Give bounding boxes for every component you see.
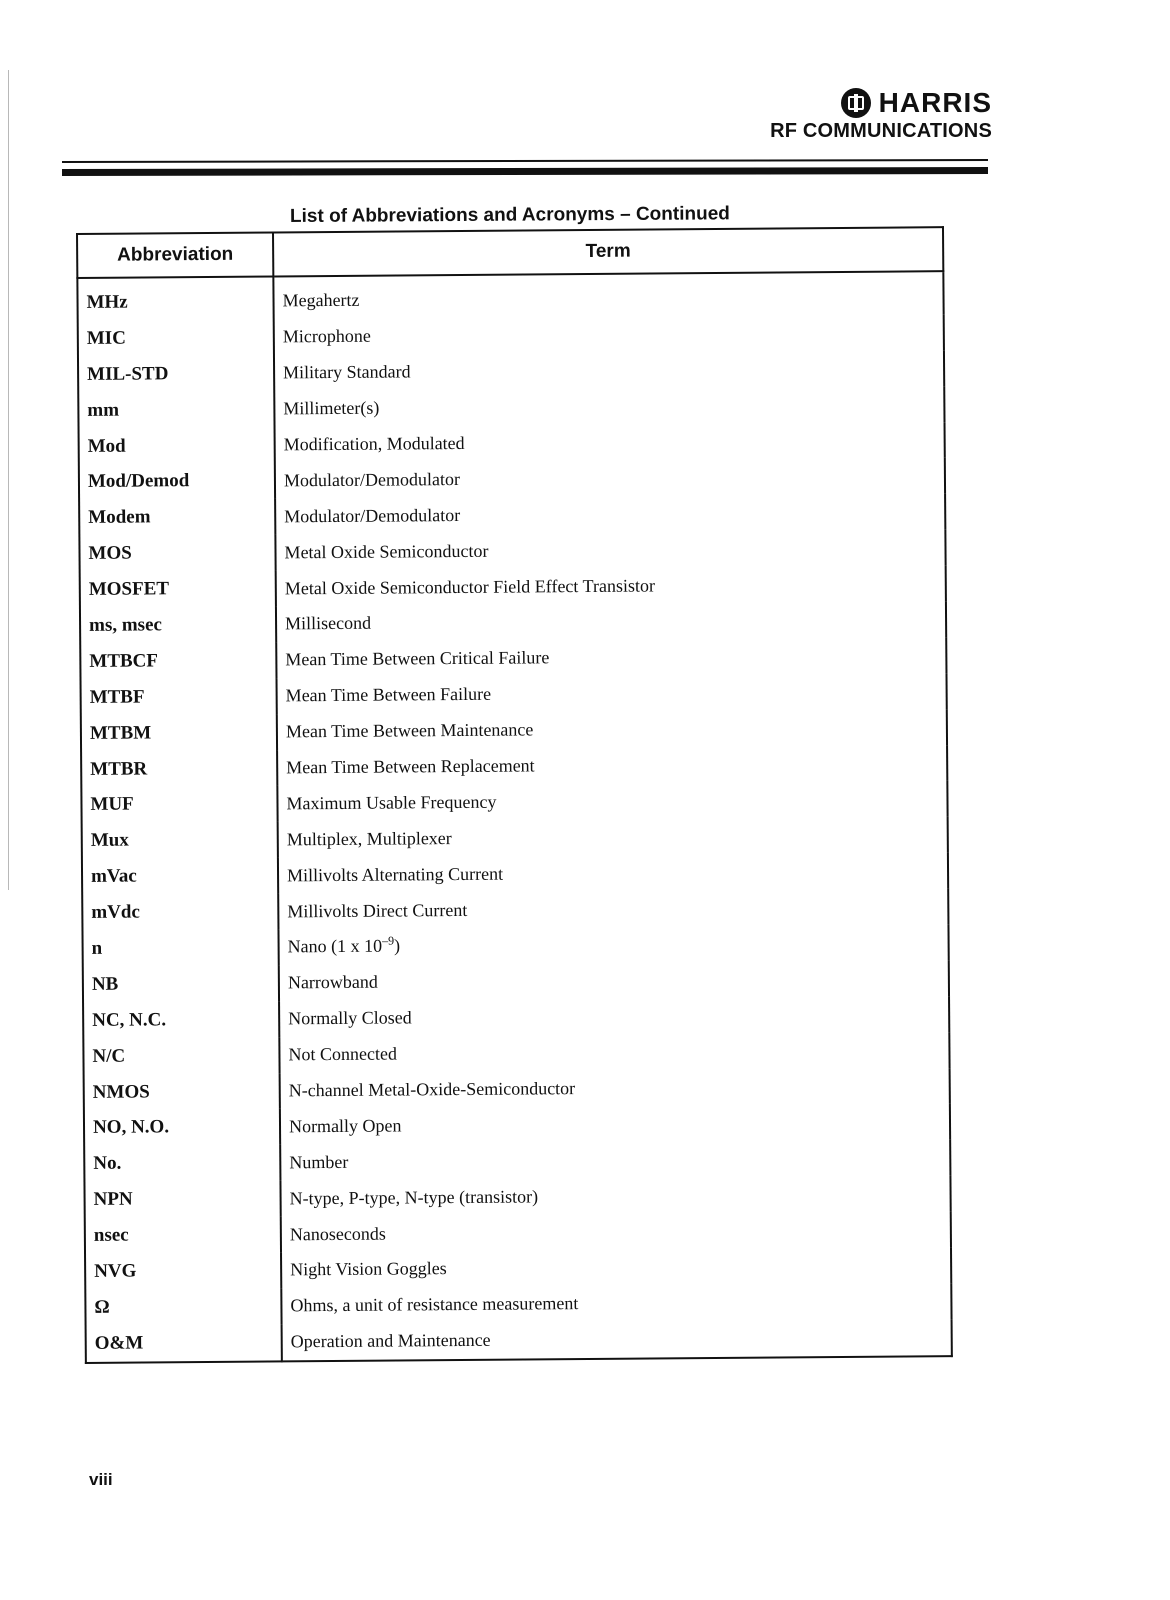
- abbreviation-cell: NO, N.O.: [84, 1109, 280, 1146]
- abbreviation-cell: NMOS: [84, 1073, 280, 1110]
- term-cell: N-channel Metal-Oxide-Semiconductor: [280, 1068, 950, 1109]
- brand-row: [770, 88, 992, 118]
- abbreviation-cell: mm: [78, 391, 274, 428]
- term-cell: Modulator/Demodulator: [275, 458, 945, 499]
- term-text: Nano (1 x 10: [287, 936, 383, 957]
- term-cell: Normally Closed: [279, 996, 949, 1037]
- abbreviation-cell: MIL-STD: [78, 355, 274, 392]
- term-cell: Metal Oxide Semiconductor Field Effect Transistor: [276, 565, 946, 606]
- table-title: List of Abbreviations and Acronyms – Continued: [289, 203, 730, 227]
- page-number: viii: [89, 1470, 113, 1489]
- abbreviations-table: [76, 226, 953, 1364]
- term-suffix: ): [394, 935, 401, 956]
- abbreviation-cell: NC, N.C.: [83, 1001, 279, 1038]
- term-cell: Multiplex, Multiplexer: [278, 817, 948, 858]
- abbreviation-cell: O&M: [86, 1324, 282, 1362]
- abbreviation-cell: Mod: [79, 427, 275, 464]
- brand-name: HARRIS: [878, 87, 992, 118]
- term-cell: Ohms, a unit of resistance measurement: [281, 1283, 951, 1324]
- term-cell: Microphone: [274, 314, 944, 355]
- abbreviation-cell: MOSFET: [80, 571, 276, 608]
- brand-division: RF COMMUNICATIONS: [770, 120, 992, 142]
- term-cell: Modification, Modulated: [275, 422, 945, 463]
- term-cell: Narrowband: [279, 960, 949, 1001]
- abbreviation-cell: MTBCF: [80, 642, 276, 679]
- abbreviation-cell: mVdc: [82, 894, 278, 931]
- term-cell: Millivolts Direct Current: [278, 888, 948, 929]
- abbreviation-cell: NPN: [84, 1181, 280, 1218]
- table-header-row: [77, 227, 943, 278]
- term-cell: Megahertz: [273, 271, 943, 319]
- abbreviation-cell: MOS: [79, 535, 275, 572]
- abbreviation-cell: ms, msec: [80, 606, 276, 643]
- abbreviation-cell: MTBM: [81, 714, 277, 751]
- abbreviation-cell: MHz: [77, 276, 273, 320]
- abbreviation-cell: NB: [83, 965, 279, 1002]
- term-cell: Maximum Usable Frequency: [277, 781, 947, 822]
- term-cell: N-type, P-type, N-type (transistor): [280, 1175, 950, 1216]
- term-cell: Night Vision Goggles: [281, 1247, 951, 1288]
- harris-logo-icon: [841, 88, 871, 118]
- table-row: [77, 271, 943, 321]
- abbreviation-cell: N/C: [83, 1037, 279, 1074]
- page-header: [770, 88, 992, 143]
- term-cell: Mean Time Between Failure: [277, 673, 947, 714]
- abbreviation-cell: Ω: [85, 1288, 281, 1325]
- header-rule-thin: [62, 159, 988, 163]
- term-cell: Modulator/Demodulator: [275, 494, 945, 535]
- term-cell: Nanoseconds: [281, 1211, 951, 1252]
- abbreviation-cell: MTBF: [81, 678, 277, 715]
- abbreviation-cell: Mux: [82, 822, 278, 859]
- column-header-abbreviation: Abbreviation: [77, 232, 273, 278]
- term-cell: Not Connected: [279, 1032, 949, 1073]
- table-row: [86, 1319, 952, 1363]
- header-rule-thick: [62, 167, 988, 176]
- term-cell: Military Standard: [274, 350, 944, 391]
- abbreviation-cell: n: [82, 929, 278, 966]
- abbreviation-cell: Modem: [79, 499, 275, 536]
- abbreviation-cell: mVac: [82, 858, 278, 895]
- abbreviation-cell: Mod/Demod: [79, 463, 275, 500]
- abbreviations-table-container: [76, 226, 953, 1364]
- abbreviation-cell: MIC: [78, 319, 274, 356]
- term-cell: Mean Time Between Critical Failure: [276, 637, 946, 678]
- term-cell: Number: [280, 1140, 950, 1181]
- term-cell: Operation and Maintenance: [282, 1319, 952, 1361]
- table-body: [77, 271, 951, 1362]
- term-cell: Millivolts Alternating Current: [278, 852, 948, 893]
- abbreviation-cell: MUF: [81, 786, 277, 823]
- column-header-term: Term: [273, 227, 943, 276]
- term-superscript: –9: [382, 933, 395, 949]
- term-cell: Normally Open: [280, 1104, 950, 1145]
- term-cell: Mean Time Between Maintenance: [277, 709, 947, 750]
- abbreviation-cell: No.: [84, 1145, 280, 1182]
- term-cell: Mean Time Between Replacement: [277, 745, 947, 786]
- term-cell: Millimeter(s): [274, 386, 944, 427]
- scan-edge-line: [8, 70, 9, 890]
- abbreviation-cell: nsec: [85, 1217, 281, 1254]
- term-cell: [278, 924, 948, 965]
- abbreviation-cell: MTBR: [81, 750, 277, 787]
- abbreviation-cell: NVG: [85, 1252, 281, 1289]
- term-cell: Metal Oxide Semiconductor: [275, 529, 945, 570]
- term-cell: Millisecond: [276, 601, 946, 642]
